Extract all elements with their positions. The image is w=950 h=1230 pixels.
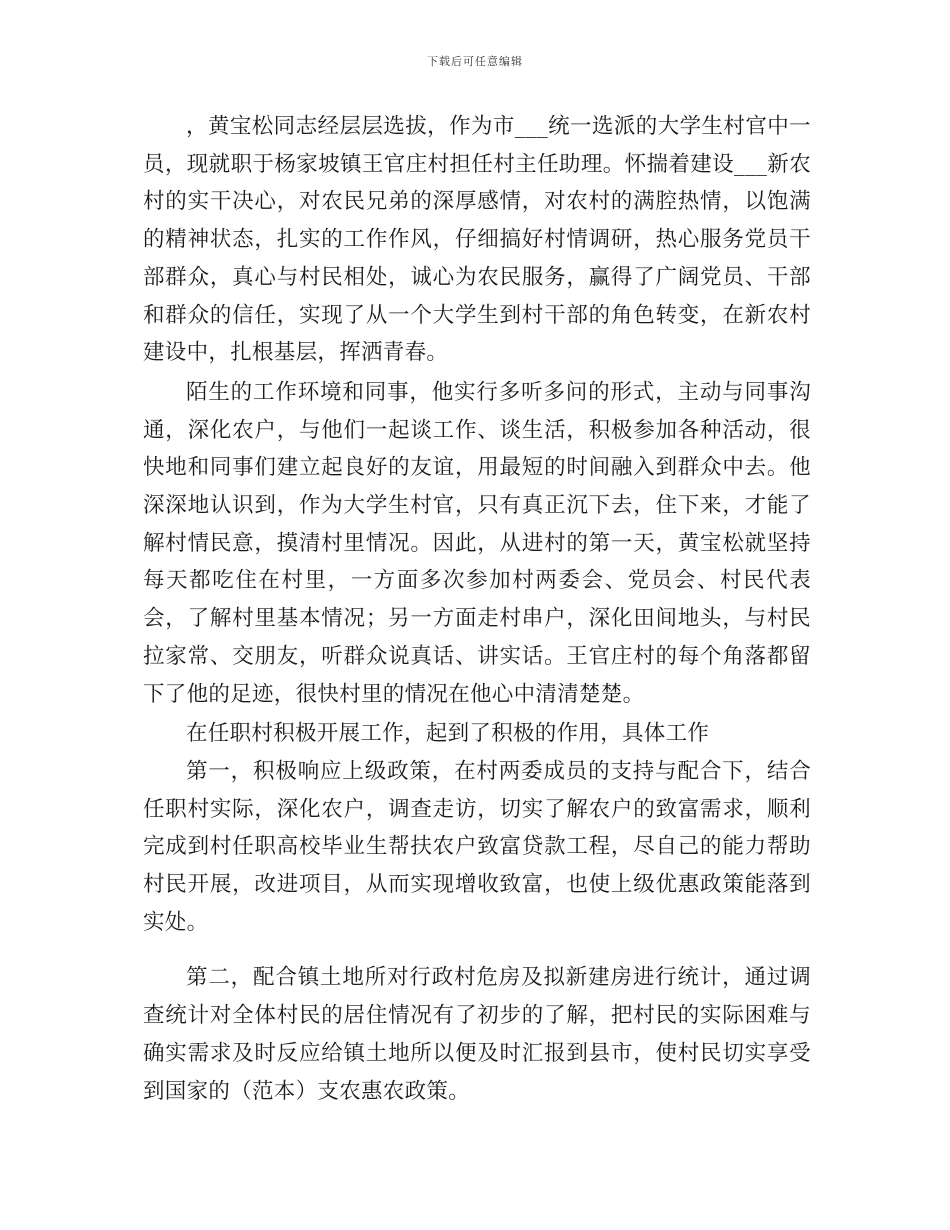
page-header: 下载后可任意编辑 xyxy=(427,55,523,68)
paragraph-4: 第一，积极响应上级政策，在村两委成员的支持与配合下，结合任职村实际，深化农户，调查走访，切实了解农户的致富需求，顺利完成到村任职高校毕业生帮扶农户致富贷款工程，尽自己的能力帮助村民开展，改进项目，从而实现增收致富，也使上级优惠政策能落到实处。 xyxy=(143,758,811,935)
paragraph-2: 陌生的工作环境和同事，他实行多听多问的形式，主动与同事沟通，深化农户，与他们一起谈工作、谈生活，积极参加各种活动，很快地和同事们建立起良好的友谊，用最短的时间融入到群众中去。他深深地认识到，作为大学生村官，只有真正沉下去，住下来，才能了解村情民意，摸清村里情况。因此，从进村的第一天，黄宝松就坚持每天都吃住在村里，一方面多次参加村两委会、党员会、村民代表会，了解村里基本情况；另一方面走村串户，深化田间地头，与村民拉家常、交朋友，听群众说真话、讲实话。王官庄村的每个角落都留下了他的足迹，很快村里的情况在他心中清清楚楚。 xyxy=(143,379,811,707)
paragraph-3: 在任职村积极开展工作，起到了积极的作用，具体工作 xyxy=(186,721,710,747)
document-body xyxy=(143,108,811,1110)
paragraph-1: ，黄宝松同志经层层选拔，作为市___统一选派的大学生村官中一员，现就职于杨家坡镇王官庄村担任村主任助理。怀揣着建设___新农村的实干决心，对农民兄弟的深厚感情，对农村的满腔热情，以饱满的精神状态，扎实的工作作风，仔细搞好村情调研，热心服务党员干部群众，真心与村民相处，诚心为农民服务，赢得了广阔党员、干部和群众的信任，实现了从一个大学生到村干部的角色转变，在新农村建设中，扎根基层，挥洒青春。 xyxy=(143,114,811,366)
paragraph-5: 第二，配合镇土地所对行政村危房及拟新建房进行统计，通过调查统计对全体村民的居住情况有了初步的了解，把村民的实际困难与确实需求及时反应给镇土地所以便及时汇报到县市，使村民切实享受到国家的（范本）支农惠农政策。 xyxy=(143,965,811,1104)
